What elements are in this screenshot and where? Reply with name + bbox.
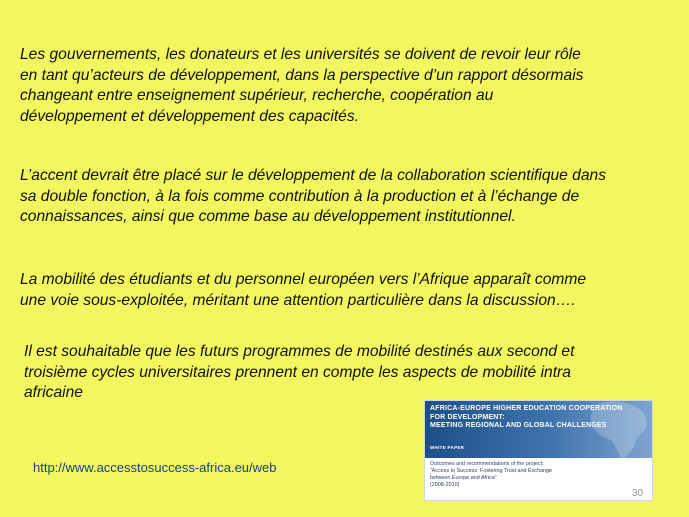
white-paper-cover-image xyxy=(424,400,653,501)
cover-subtitle: Outcomes and recommendations of the project: “Access to Success: Fostering Trust and Exchange between Europe and Africa” (2008-2010) xyxy=(430,461,552,488)
slide-number: 30 xyxy=(632,488,644,499)
paragraph-scientific-collaboration: L’accent devrait être placé sur le développement de la collaboration scientifique dans sa double fonction, à la fois comme contribution à la production et à l’échange de connaissances, ainsi que comme base au développement institutionnel. xyxy=(20,167,606,225)
paragraph-governments: Les gouvernements, les donateurs et les universités se doivent de revoir leur rôle en tant qu’acteurs de développement, dans la perspective d’un rapport désormais changeant entre enseignement supérieur, recherche, coopération au développement et développement des capacités. xyxy=(20,46,584,125)
paragraph-mobility-programs: Il est souhaitable que les futurs programmes de mobilité destinés aux second et troisième cycles universitaires prennent en compte les aspects de mobilité intra africaine xyxy=(24,343,575,401)
cover-tag: WHITE PAPER xyxy=(430,445,465,450)
paragraph-mobility: La mobilité des étudiants et du personnel européen vers l’Afrique apparaît comme une voie sous-exploitée, méritant une attention particulière dans la discussion…. xyxy=(20,271,587,309)
cover-title: AFRICA-EUROPE HIGHER EDUCATION COOPERATION FOR DEVELOPMENT: MEETING REGIONAL AND GLOBAL CHALLENGES xyxy=(430,405,623,430)
website-link[interactable]: http://www.accesstosuccess-africa.eu/web xyxy=(33,460,277,475)
